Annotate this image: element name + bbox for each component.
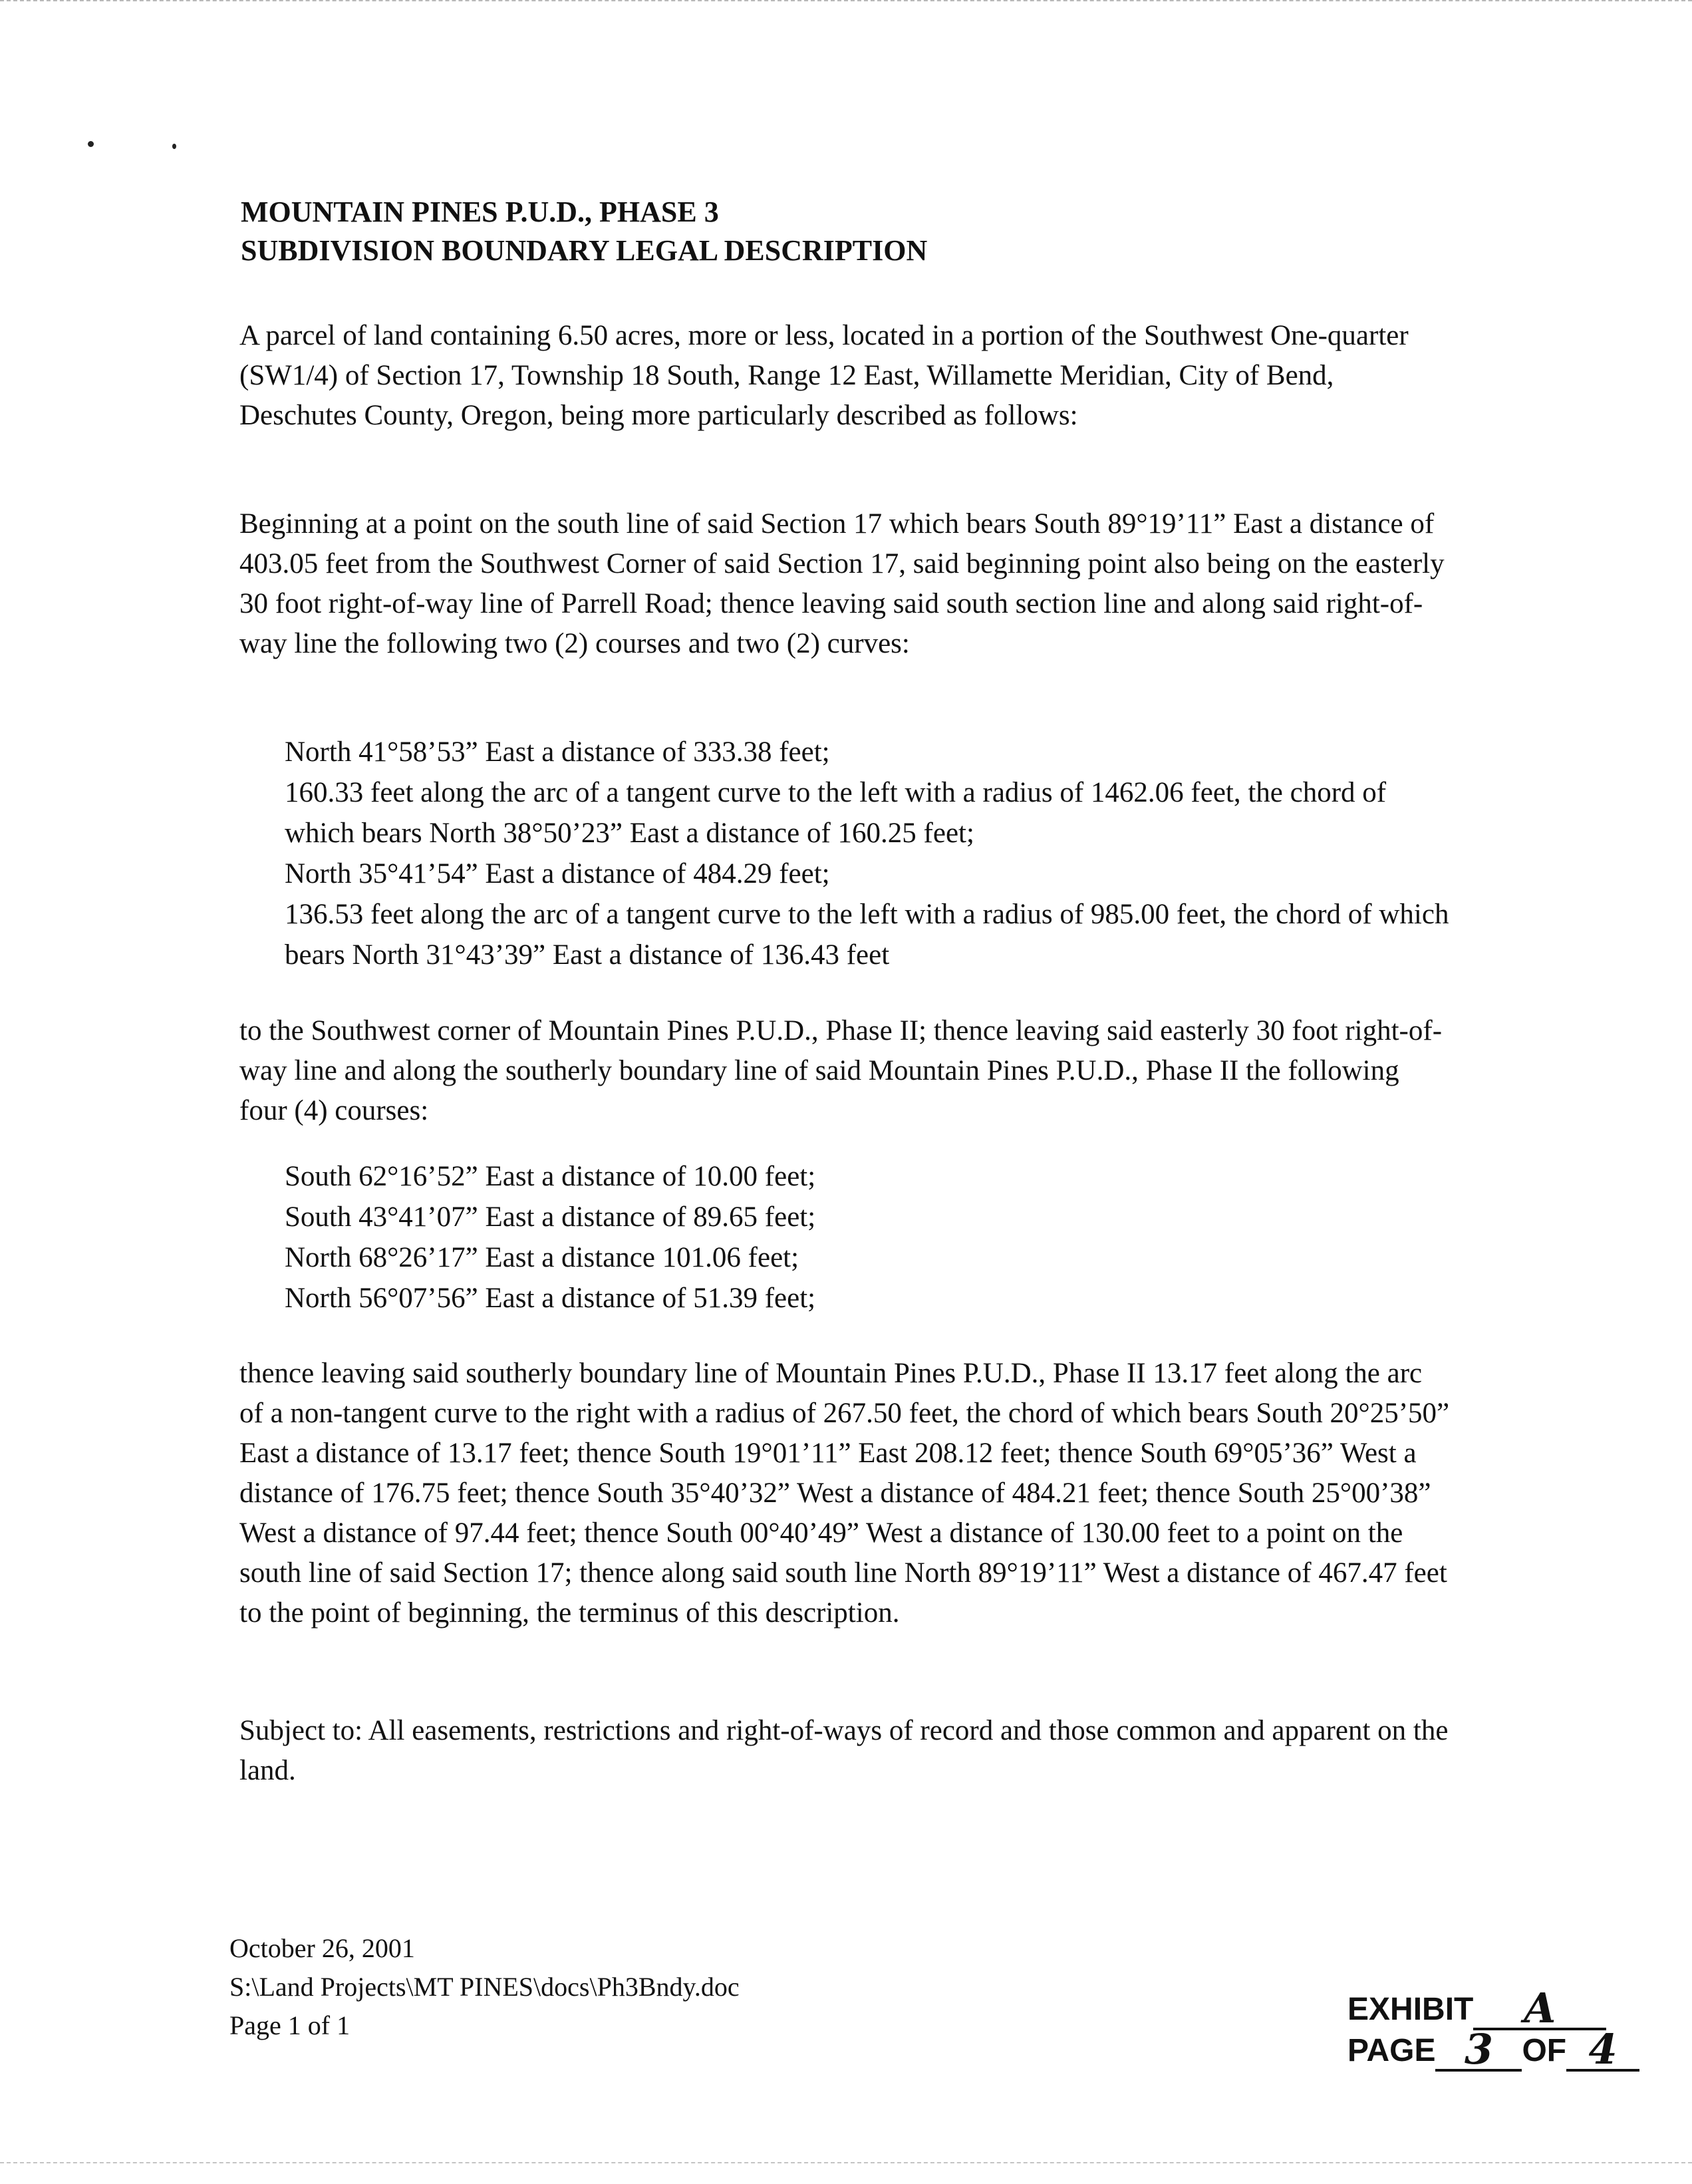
exhibit-stamp [1347,1984,1639,2074]
exhibit-row [1347,1984,1639,2032]
document-title [241,193,927,270]
page-handwritten-value: 3 [1435,2030,1522,2072]
course-item: North 41°58’53” East a distance of 333.38 feet; [285,736,830,768]
exhibit-label: EXHIBIT [1347,1992,1474,2027]
course-item: South 62°16’52” East a distance of 10.00 feet; [285,1161,816,1192]
exhibit-handwritten-value: A [1473,1989,1606,2030]
subject-to-paragraph: Subject to: All easements, restrictions and right-of-ways of record and those common and apparent on the land. [239,1715,1449,1786]
course-item: 136.53 feet along the arc of a tangent curve to the left with a radius of 985.00 feet, the chord of which bears North 31°43’39” East a distance of 136.43 feet [285,899,1449,971]
thence-paragraph: thence leaving said southerly boundary line of Mountain Pines P.U.D., Phase II 13.17 feet along the arc of a non-tangent curve to the right with a radius of 267.50 feet, the chord of which bears South 20°25’50” East a distance of 13.17 feet; thence South 19°01’11” East 208.12 feet; thence South 69°05’36” West a distance of 176.75 feet; thence South 35°40’32” West a distance of 484.21 feet; thence South 25°00’38” West a distance of 97.44 feet; thence South 00°40’49” West a distance of 130.00 feet to a point on the south line of said Section 17; thence along said south line North 89°19’11” West a distance of 467.47 feet to the point of beginning, the terminus of this description. [239,1358,1450,1629]
course-item: South 43°41’07” East a distance of 89.65 feet; [285,1201,816,1233]
course-item: North 56°07’56” East a distance of 51.39 feet; [285,1283,816,1314]
course-item: 160.33 feet along the arc of a tangent curve to the left with a radius of 1462.06 feet, the chord of which bears North 38°50’23” East a distance of 160.25 feet; [285,777,1387,849]
footer-page-number: Page 1 of 1 [229,2010,351,2040]
footer-date: October 26, 2001 [229,1933,415,1963]
scan-speck [88,141,94,147]
scan-edge-bottom [0,2162,1692,2170]
title-line-2: SUBDIVISION BOUNDARY LEGAL DESCRIPTION [241,234,928,267]
scan-edge-top [0,0,1692,8]
beginning-paragraph: Beginning at a point on the south line of said Section 17 which bears South 89°19’11” East a distance of 403.05 feet from the Southwest Corner of said Section 17, said beginning point also being on the easterly 30 foot right-of-way line of Parrell Road; thence leaving said south section line and along said right-of-way line the following two (2) courses and two (2) curves: [239,508,1445,659]
document-footer [229,1929,740,2045]
scan-speck [172,144,176,149]
title-line-1: MOUNTAIN PINES P.U.D., PHASE 3 [241,196,719,228]
courses-list-a [285,732,1455,975]
page-row [1347,2025,1639,2074]
course-item: North 35°41’54” East a distance of 484.29 feet; [285,858,830,889]
southwest-corner-paragraph: to the Southwest corner of Mountain Pines P.U.D., Phase II; thence leaving said easterly 30 foot right-of-way line and along the southerly boundary line of said Mountain Pines P.U.D., Phase II the following four (4) courses: [239,1015,1443,1126]
intro-paragraph: A parcel of land containing 6.50 acres, more or less, located in a portion of the Southwest One-quarter (SW1/4) of Section 17, Township 18 South, Range 12 East, Willamette Meridian, City of Bend, Deschutes County, Oregon, being more particularly described as follows: [239,320,1409,431]
footer-file-path: S:\Land Projects\MT PINES\docs\Ph3Bndy.doc [229,1972,740,2002]
course-item: North 68°26’17” East a distance 101.06 feet; [285,1242,799,1273]
page-label: PAGE [1347,2033,1436,2068]
courses-list-b [285,1156,1455,1319]
of-label: OF [1522,2033,1567,2068]
of-handwritten-value: 4 [1566,2030,1639,2072]
